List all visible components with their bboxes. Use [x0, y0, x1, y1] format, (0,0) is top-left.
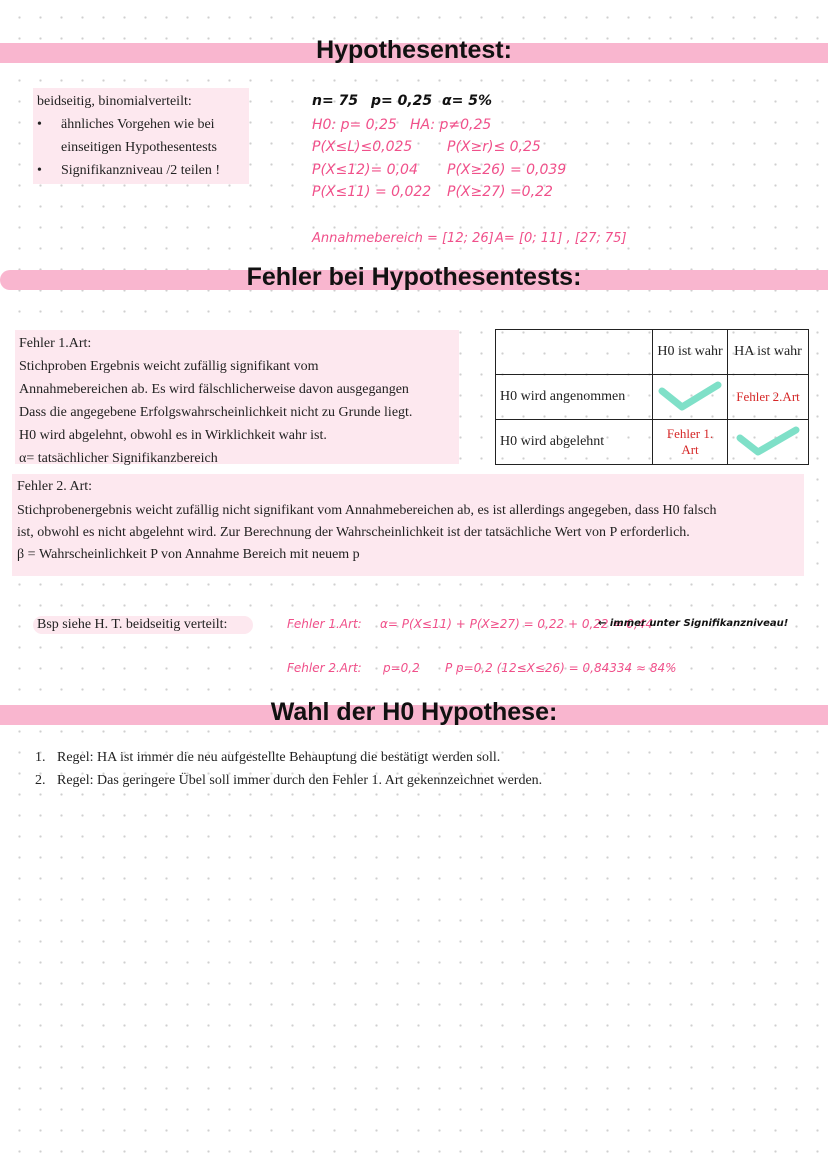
- calc-row2-left: P(X≤12)= 0,04: [312, 162, 418, 178]
- fehler1-title: Fehler 1.Art:: [19, 336, 92, 351]
- info-box-heading: beidseitig, binomialverteilt:: [37, 94, 192, 109]
- fehler2-line: Stichprobenergebnis weicht zufällig nicht signifikant vom Annahmebereichen ab, es ist allerdings angegeben, dass H0 falsch: [17, 503, 717, 518]
- calc-h0: H0: p= 0,25: [312, 117, 397, 133]
- error-table: [495, 329, 809, 465]
- table-cell-fehler2: Fehler 2.Art: [728, 375, 809, 420]
- calc-row1-left: P(X≤L)≤0,025: [312, 139, 413, 155]
- info-box-content: [37, 90, 220, 182]
- list-item: [37, 136, 220, 159]
- calc-row3-right: P(X≥27) =0,22: [447, 184, 553, 200]
- list-item: [35, 746, 542, 769]
- list-item: • ähnliches Vorgehen wie bei: [37, 113, 220, 136]
- fehler2-title: Fehler 2. Art:: [17, 479, 93, 494]
- fehler1-line: Dass die angegebene Erfolgswahrscheinlichkeit nicht zu Grunde liegt.: [19, 405, 413, 420]
- list-item-continuation: einseitigen Hypothesentests: [61, 140, 217, 155]
- section-title-wahl: Wahl der H0 Hypothese:: [270, 698, 558, 726]
- section-title-fehler: Fehler bei Hypothesentests:: [246, 263, 582, 291]
- table-cell-correct: [728, 420, 809, 465]
- check-icon: [736, 424, 800, 456]
- fehler1-line: H0 wird abgelehnt, obwohl es in Wirklichkeit wahr ist.: [19, 428, 327, 443]
- calc-ha: HA: p≠0,25: [410, 117, 492, 133]
- example-label: Bsp siehe H. T. beidseitig verteilt:: [37, 617, 228, 632]
- fehler2-content: [17, 476, 717, 566]
- calc-ablehnungsbereich: A= [0; 11] , [27; 75]: [495, 231, 627, 246]
- calc-row3-left: P(X≤11) = 0,022: [312, 184, 432, 200]
- rule-text: Regel: HA ist immer die neu aufgestellte Behauptung die bestätigt werden soll.: [57, 750, 501, 765]
- rule-number: 1.: [35, 750, 46, 765]
- check-icon: [658, 379, 722, 411]
- example-f1-label: Fehler 1.Art:: [287, 617, 362, 631]
- fehler1-line: Stichproben Ergebnis weicht zufällig signifikant vom: [19, 359, 319, 374]
- table-cell-fehler1: Fehler 1. Art: [653, 420, 728, 465]
- calc-alpha: α= 5%: [442, 93, 492, 109]
- example-f2-formula: P p=0,2 (12≤X≤26) = 0,84334 ≈ 84%: [445, 661, 677, 675]
- info-box-list: [37, 113, 220, 182]
- list-item: [35, 769, 542, 792]
- calc-annahmebereich: Annahmebereich = [12; 26]: [312, 231, 494, 246]
- example-f1-formula: α= P(X≤11) + P(X≥27) = 0,22 + 0,22 = 0,44: [380, 617, 653, 631]
- fehler2-line: β = Wahrscheinlichkeit P von Annahme Bereich mit neuem p: [17, 547, 360, 562]
- table-cell-correct: [653, 375, 728, 420]
- calc-p: p= 0,25: [371, 93, 433, 109]
- calc-n: n= 75: [312, 93, 359, 109]
- section-title-hypothesentest: Hypothesentest:: [316, 36, 512, 64]
- calc-row1-right: P(X≥r)≤ 0,25: [447, 139, 541, 155]
- table-corner-cell: [496, 330, 653, 375]
- fehler1-line: Annahmebereichen ab. Es wird fälschlicherweise davon ausgegangen: [19, 382, 409, 397]
- example-f2-label: Fehler 2.Art:: [287, 661, 362, 675]
- rule-number: 2.: [35, 773, 46, 788]
- rule-text: Regel: Das geringere Übel soll immer durch den Fehler 1. Art gekennzeichnet werden.: [57, 773, 543, 788]
- fehler2-line: ist, obwohl es nicht abgelehnt wird. Zur Berechnung der Wahrscheinlichkeit ist der tatsächliche Wert von P erforderlich.: [17, 525, 690, 540]
- fehler1-line: α= tatsächlicher Signifikanzbereich: [19, 451, 218, 466]
- table-row-abgelehnt: H0 wird abgelehnt: [496, 420, 653, 465]
- example-f1-note: ← immer unter Signifikanzniveau!: [598, 618, 789, 629]
- table-header-h0: H0 ist wahr: [653, 330, 728, 375]
- table-header-ha: HA ist wahr: [728, 330, 809, 375]
- fehler1-content: [19, 332, 412, 470]
- calc-row2-right: P(X≥26) = 0,039: [447, 162, 567, 178]
- list-item: • Signifikanzniveau /2 teilen !: [37, 159, 220, 182]
- table-row-angenommen: H0 wird angenommen: [496, 375, 653, 420]
- example-f2-p: p=0,2: [383, 661, 420, 675]
- rules-list: [35, 746, 542, 792]
